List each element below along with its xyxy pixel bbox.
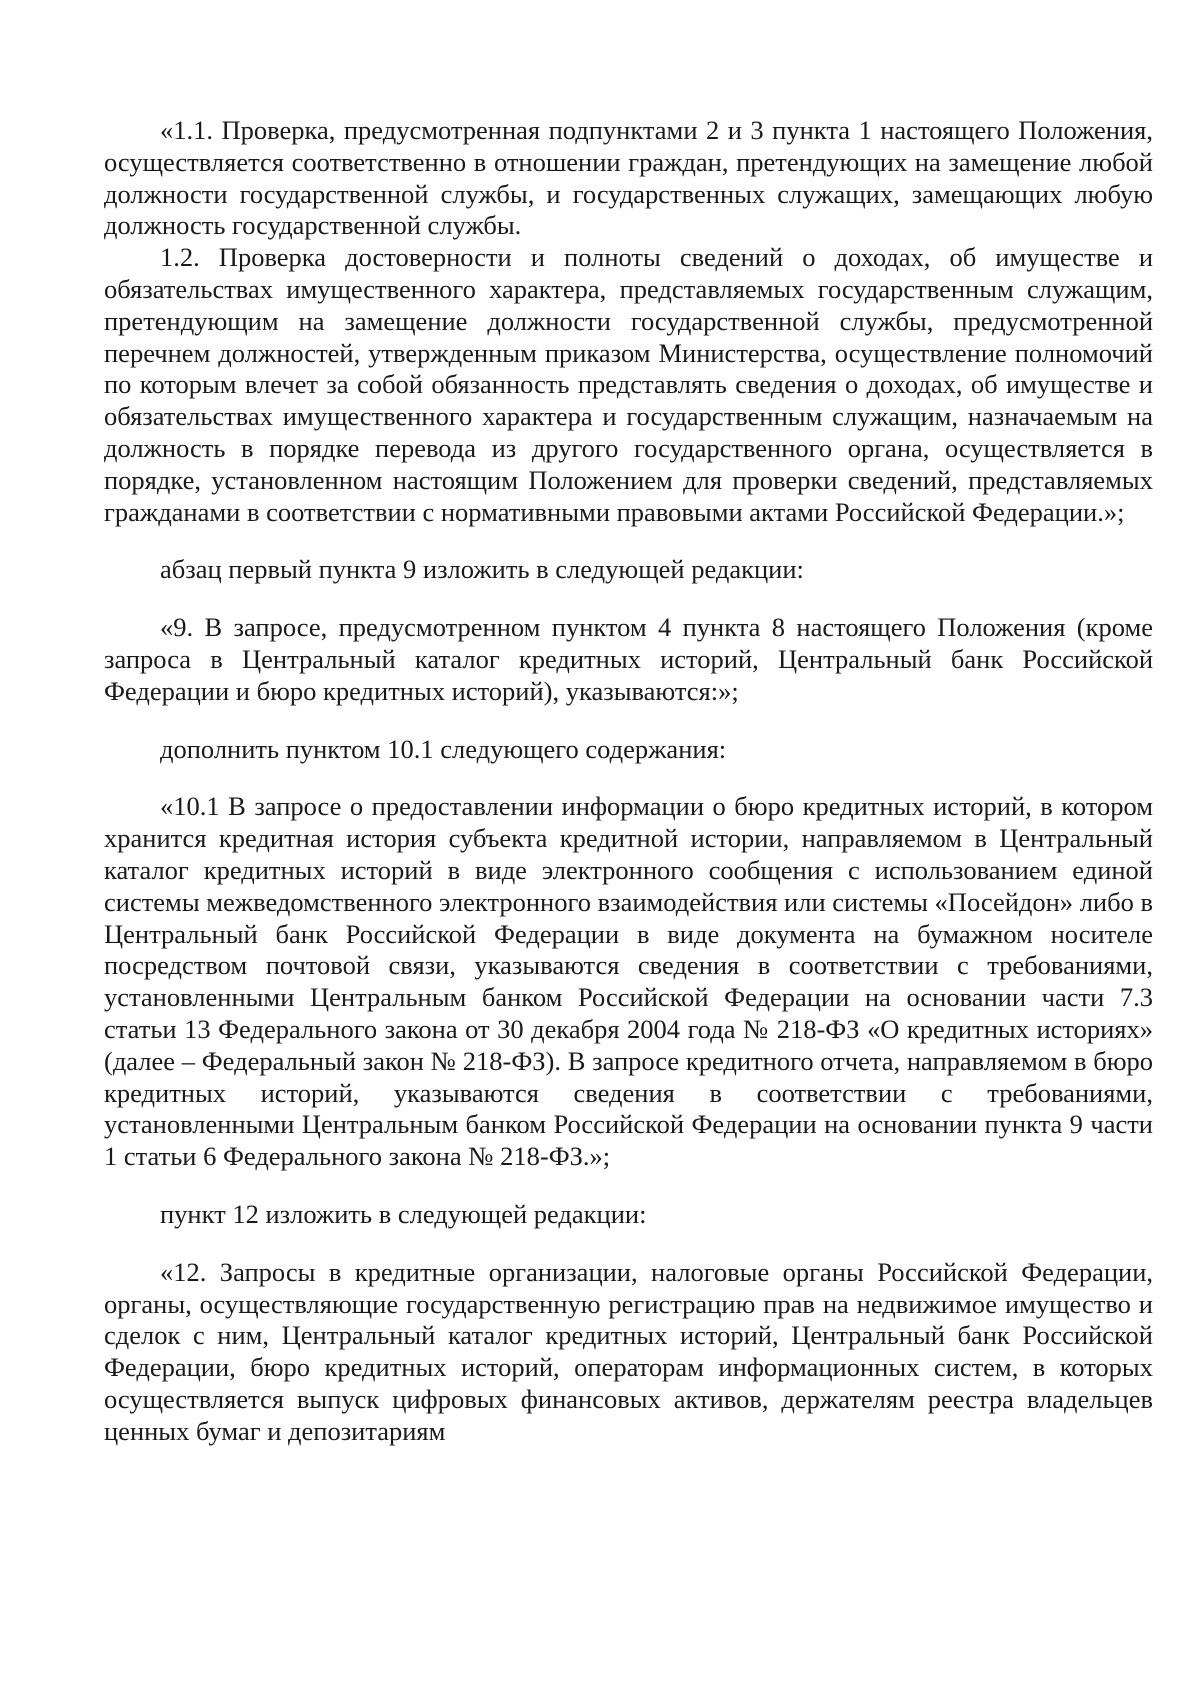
spacer: [104, 586, 1153, 612]
spacer: [104, 1231, 1153, 1257]
instruction-paragraph-9: абзац первый пункта 9 изложить в следующей редакции:: [160, 554, 804, 585]
spacer: [104, 765, 1153, 791]
paragraph-9: «9. В запросе, предусмотренном пунктом 4 пункта 8 настоящего Положения (кроме запроса в Центральный каталог кредитных историй, Центральный банк Российской Федерации и бюро кредитных историй), указываются:»;: [104, 612, 1153, 706]
paragraph-1-1: «1.1. Проверка, предусмотренная подпунктами 2 и 3 пункта 1 настоящего Положения, осуществляется соответственно в отношении граждан, претендующих на замещение любой должности государственной службы, и государственных служащих, замещающих любую должность государственной службы.: [104, 115, 1153, 241]
spacer: [104, 528, 1153, 554]
spacer: [104, 1173, 1153, 1199]
document-body: [104, 115, 1153, 1447]
instruction-paragraph-12: пункт 12 изложить в следующей редакции:: [160, 1198, 647, 1229]
spacer: [104, 708, 1153, 734]
paragraph-10-1: «10.1 В запросе о предоставлении информации о бюро кредитных историй, в котором хранится кредитная история субъекта кредитной истории, направляемом в Центральный каталог кредитных историй в виде электронного сообщения с использованием единой системы межведомственного электронного взаимодействия или системы «Посейдон» либо в Центральный банк Российской Федерации в виде документа на бумажном носителе посредством почтовой связи, указываются сведения в соответствии с требованиями, установленными Центральным банком Российской Федерации на основании части 7.3 статьи 13 Федерального закона от 30 декабря 2004 года № 218-ФЗ «О кредитных историях» (далее – Федеральный закон № 218-ФЗ). В запросе кредитного отчета, направляемом в бюро кредитных историй, указываются сведения в соответствии с требованиями, установленными Центральным банком Российской Федерации на основании пункта 9 части 1 статьи 6 Федерального закона № 218-ФЗ.»;: [104, 791, 1153, 1172]
paragraph-1-2: 1.2. Проверка достоверности и полноты сведений о доходах, об имуществе и обязательствах имущественного характера, представляемых государственным служащим, претендующим на замещение должности государственной службы, предусмотренной перечнем должностей, утвержденным приказом Министерства, осуществление полномочий по которым влечет за собой обязанность представлять сведения о доходах, об имуществе и обязательствах имущественного характера и государственным служащим, назначаемым на должность в порядке перевода из другого государственного органа, осуществляется в порядке, установленном настоящим Положением для проверки сведений, представляемых гражданами в соответствии с нормативными правовыми актами Российской Федерации.»;: [104, 242, 1153, 527]
instruction-paragraph-10-1: дополнить пунктом 10.1 следующего содержания:: [160, 733, 727, 764]
paragraph-12: «12. Запросы в кредитные организации, налоговые органы Российской Федерации, органы, осуществляющие государственную регистрацию прав на недвижимое имущество и сделок с ним, Центральный каталог кредитных историй, Центральный банк Российской Федерации, бюро кредитных историй, операторам информационных систем, в которых осуществляется выпуск цифровых финансовых активов, держателям реестра владельцев ценных бумаг и депозитариям: [104, 1256, 1153, 1446]
